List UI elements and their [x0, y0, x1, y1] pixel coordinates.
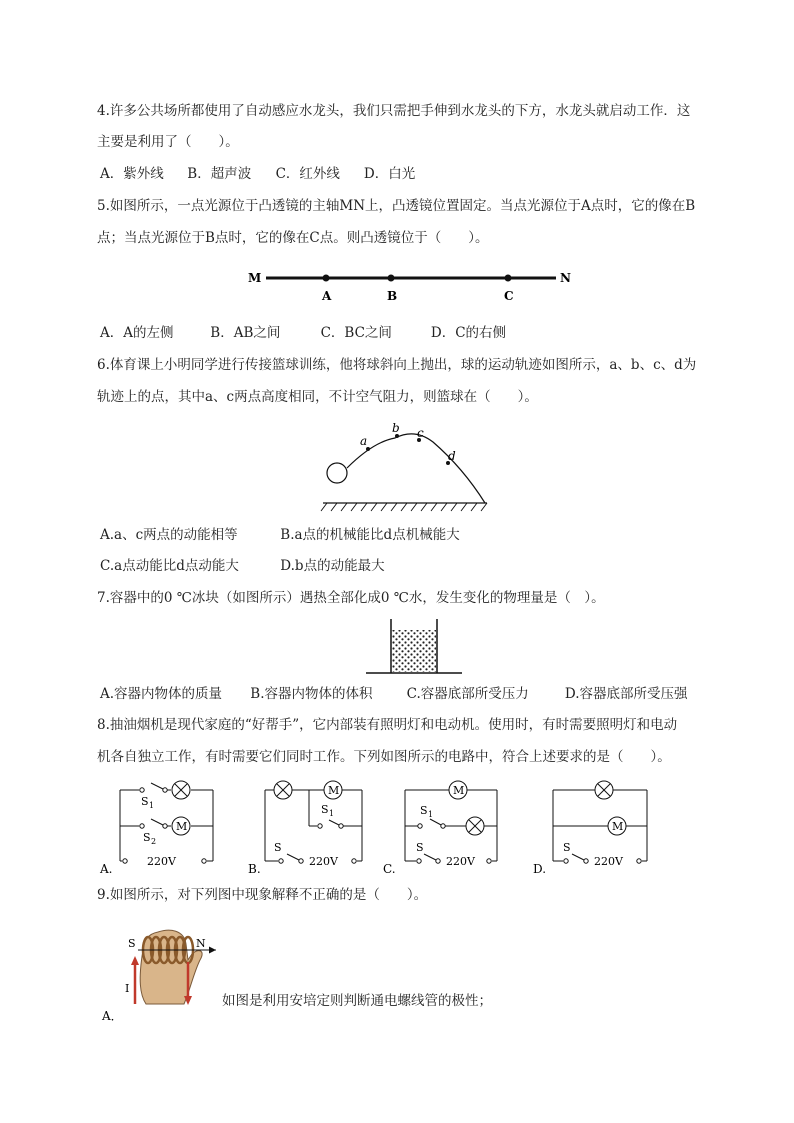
svg-text:1: 1: [149, 801, 155, 810]
q7-options: [100, 685, 688, 703]
lamp-icon: [172, 781, 190, 799]
q7-option-a[interactable]: A.容器内物体的质量: [100, 686, 223, 702]
q6-option-b[interactable]: B.a点的机械能比d点机械能大: [280, 527, 460, 543]
svg-text:S: S: [563, 841, 571, 854]
q6-stem-line1: 6.体育课上小明同学进行传接篮球训练，他将球斜向上抛出，球的运动轨迹如图所示，a、b、c、d为: [97, 357, 697, 373]
point-a-dot: [323, 275, 330, 282]
q5-option-d[interactable]: D．C的右侧: [430, 325, 507, 341]
svg-text:S: S: [141, 795, 149, 808]
svg-text:220V: 220V: [446, 855, 475, 868]
label-a: A: [322, 289, 332, 303]
label-a: a: [360, 434, 368, 448]
ground-hatching: [321, 503, 487, 511]
q7-stem-line1: 7.容器中的0 ℃冰块（如图所示）遇热全部化成0 ℃水，发生变化的物理量是（ ）。: [97, 590, 605, 606]
q4-option-a[interactable]: A．紫外线: [100, 166, 164, 182]
current-arrow-up: [131, 956, 139, 965]
label-d: d: [448, 449, 456, 463]
svg-text:M: M: [612, 820, 624, 833]
label-c: c: [417, 426, 424, 440]
trajectory-curve: [347, 434, 485, 503]
q6-options-row2: [100, 557, 385, 575]
q6-option-d[interactable]: D.b点的动能最大: [280, 558, 385, 574]
q7-option-c[interactable]: C.容器底部所受压力: [406, 686, 529, 702]
svg-text:S: S: [143, 831, 151, 844]
point-c-dot: [505, 275, 512, 282]
q6-stem-line2: 轨迹上的点，其中a、c两点高度相同，不计空气阻力，则篮球在（ ）。: [97, 389, 538, 405]
q8-stem-line2: 机各自独立工作，有时需要它们同时工作。下列如图所示的电路中，符合上述要求的是（ ）。: [97, 749, 671, 765]
svg-text:220V: 220V: [147, 855, 176, 868]
q6-trajectory-figure: [315, 420, 495, 515]
label-c: C: [504, 289, 514, 303]
svg-text:M: M: [176, 820, 188, 833]
q9-ampere-rule-figure: [98, 920, 228, 1023]
circuit-d[interactable]: [530, 775, 660, 875]
point-b-dot: [388, 275, 395, 282]
q4-option-d[interactable]: D．白光: [363, 166, 416, 182]
circuit-d-letter: D.: [533, 862, 547, 876]
q9-option-a-letter: A．: [102, 1009, 123, 1023]
axis-arrowhead: [209, 947, 216, 954]
lamp-icon: [274, 781, 292, 799]
q7-option-d[interactable]: D.容器底部所受压强: [564, 686, 688, 702]
basketball: [327, 463, 347, 483]
q4-options: [100, 165, 415, 183]
q4-option-b[interactable]: B．超声波: [187, 166, 252, 182]
label-m: M: [248, 271, 262, 285]
q5-lens-axis-figure: [240, 265, 580, 305]
q4-stem-line1: 4.许多公共场所都使用了自动感应水龙头，我们只需把手伸到水龙头的下方，水龙头就启动工作．这: [97, 103, 691, 119]
q6-option-c[interactable]: C.a点动能比d点动能大: [100, 558, 239, 574]
svg-text:1: 1: [428, 810, 434, 819]
q4-option-c[interactable]: C．红外线: [275, 166, 340, 182]
circuit-c-letter: C.: [383, 862, 396, 876]
q8-stem-line1: 8.抽油烟机是现代家庭的“好帮手”，它内部装有照明灯和电动机。使用时，有时需要照明灯和电动: [97, 717, 678, 733]
svg-text:S: S: [274, 841, 282, 854]
q4-stem-line2: 主要是利用了（ ）。: [97, 134, 239, 150]
q7-container-figure: [362, 617, 462, 677]
q7-option-b[interactable]: B.容器内物体的体积: [250, 686, 373, 702]
svg-text:M: M: [328, 784, 340, 797]
q5-option-b[interactable]: B．AB之间: [210, 325, 281, 341]
lamp-icon: [595, 781, 613, 799]
lamp-icon: [466, 817, 484, 835]
q6-options-row1: [100, 526, 460, 544]
ice-block: [392, 630, 436, 672]
label-s: S: [128, 937, 136, 950]
svg-text:2: 2: [151, 837, 157, 846]
label-n: N: [196, 937, 206, 950]
q5-option-a[interactable]: A．A的左侧: [100, 325, 174, 341]
svg-text:M: M: [453, 784, 465, 797]
q5-stem-line1: 5.如图所示，一点光源位于凸透镜的主轴MN上，凸透镜位置固定。当点光源位于A点时，它的像在B: [97, 198, 696, 214]
q5-stem-line2: 点；当点光源位于B点时，它的像在C点。则凸透镜位于（ ）。: [97, 230, 489, 246]
svg-text:220V: 220V: [594, 855, 623, 868]
q9-stem-line1: 9.如图所示，对下列图中现象解释不正确的是（ ）。: [97, 887, 428, 903]
svg-text:S: S: [321, 803, 329, 816]
q5-option-c[interactable]: C．BC之间: [320, 325, 392, 341]
svg-text:220V: 220V: [309, 855, 338, 868]
q9-option-a-text[interactable]: 如图是利用安培定则判断通电螺线管的极性；: [222, 993, 492, 1009]
label-b: b: [392, 421, 400, 435]
svg-text:S: S: [416, 841, 424, 854]
q6-option-a[interactable]: A.a、c两点的动能相等: [100, 527, 238, 543]
circuit-b-letter: B.: [248, 862, 261, 876]
svg-text:1: 1: [329, 809, 335, 818]
q5-options: [100, 324, 506, 342]
circuit-a[interactable]: [95, 775, 225, 875]
label-b: B: [387, 289, 398, 303]
circuit-c[interactable]: [380, 775, 510, 875]
circuit-b[interactable]: [245, 775, 375, 875]
circuit-a-letter: A.: [100, 862, 113, 876]
label-n: N: [560, 271, 571, 285]
label-i: I: [125, 982, 130, 995]
svg-text:S: S: [420, 804, 428, 817]
